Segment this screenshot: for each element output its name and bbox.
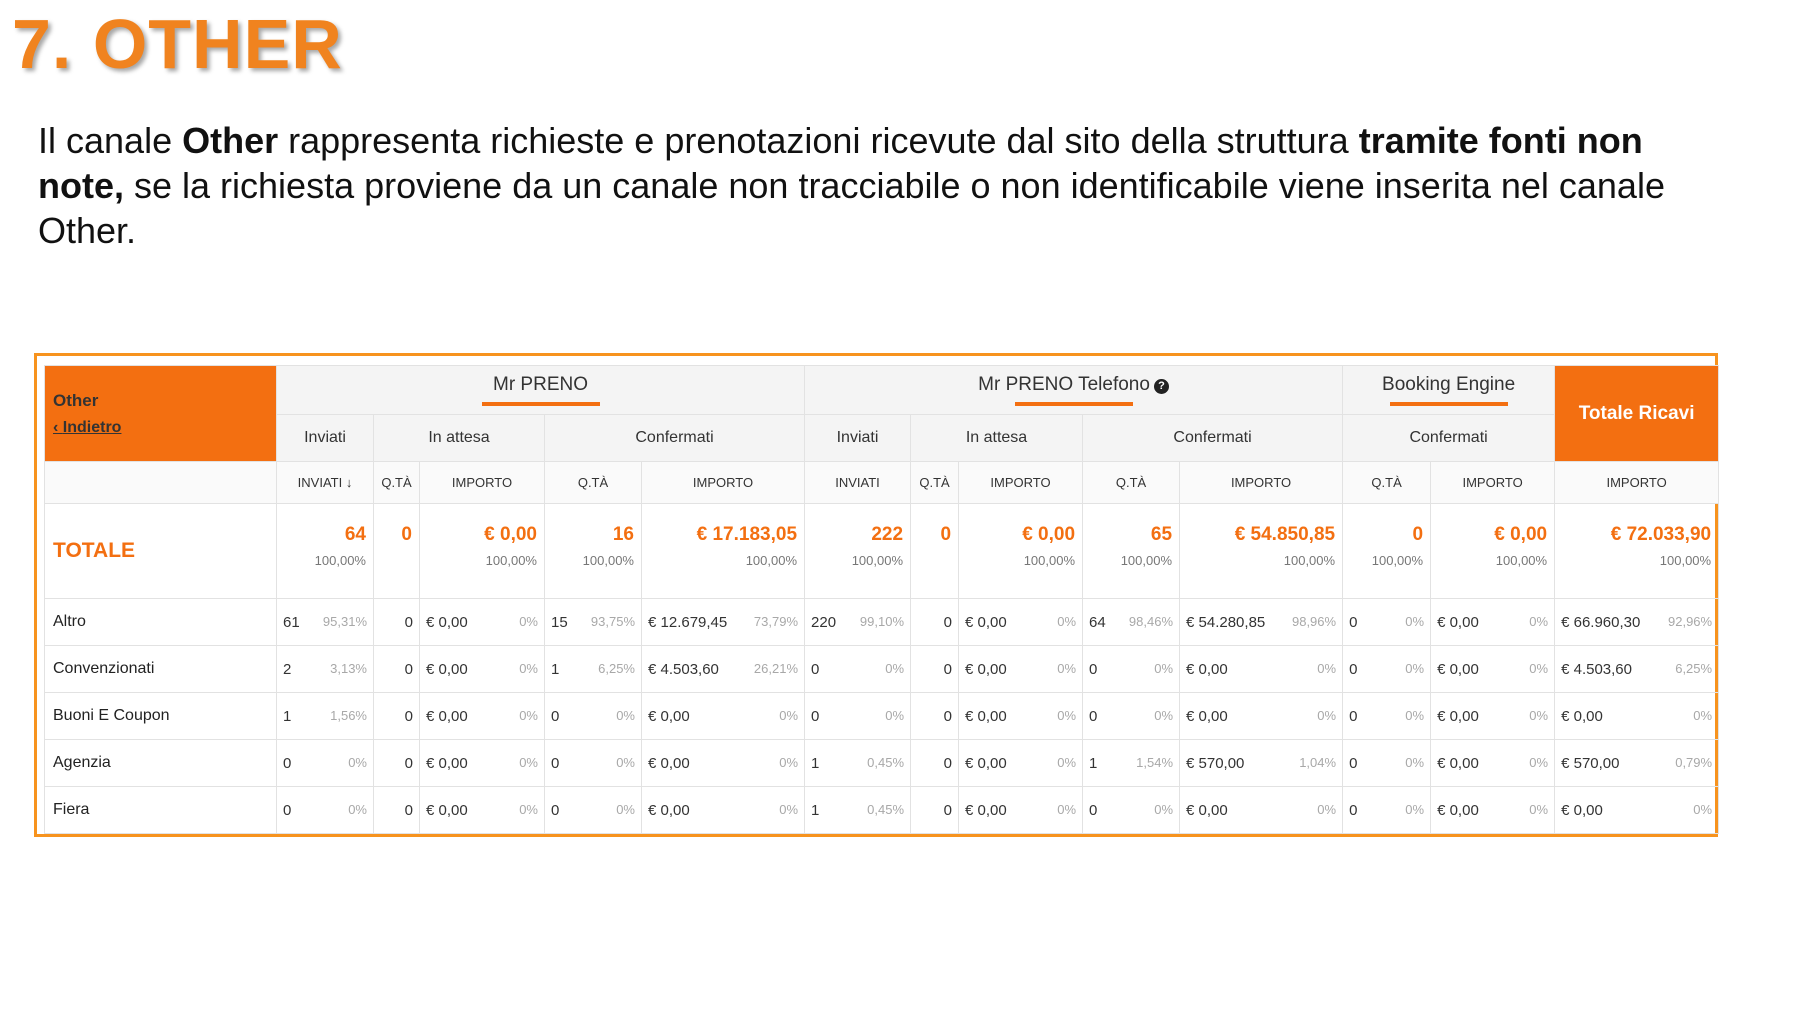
cell-percent: 73,79% [753, 613, 799, 629]
table-cell [805, 693, 911, 740]
cell-value: 61 [283, 613, 300, 631]
column-header-inviati[interactable]: INVIATI ↓ [277, 462, 374, 504]
back-link[interactable] [53, 419, 276, 437]
table-cell [374, 693, 420, 740]
table-cell [1555, 646, 1719, 693]
column-header-qta[interactable]: Q.TÀ [374, 462, 420, 504]
cell-value: € 4.503,60 [648, 660, 719, 678]
cell-value: € 0,00 [1437, 660, 1479, 678]
cell-percent: 1,54% [1136, 754, 1174, 770]
total-cell: 0 [911, 504, 959, 599]
table-cell [277, 693, 374, 740]
cell-value: € 0,00 [1186, 660, 1228, 678]
table-cell [1431, 693, 1555, 740]
total-cell: 64 100,00% [277, 504, 374, 599]
subgroup-in-attesa: In attesa [911, 415, 1083, 462]
table-cell [1083, 646, 1180, 693]
total-cell: € 72.033,90 100,00% [1555, 504, 1719, 599]
table-cell [1180, 740, 1343, 787]
active-underline [1015, 402, 1133, 406]
table-cell [805, 599, 911, 646]
column-header-inviati[interactable]: INVIATI [805, 462, 911, 504]
total-cell: € 0,00 100,00% [1431, 504, 1555, 599]
panel-header [45, 366, 277, 462]
cell-value: 0 [551, 801, 560, 819]
table-row [45, 740, 1719, 787]
table-cell [805, 740, 911, 787]
intro-text-1: Il canale [38, 120, 183, 161]
cell-percent: 0,79% [1675, 754, 1713, 770]
corner-blank [45, 462, 277, 504]
cell-value: € 0,00 [1561, 707, 1603, 725]
cell-percent: 92,96% [1668, 613, 1713, 629]
cell-value: 0 [943, 754, 953, 772]
table-cell [1180, 599, 1343, 646]
table-cell [420, 740, 545, 787]
total-label: TOTALE [45, 504, 277, 599]
column-header-qta[interactable]: Q.TÀ [911, 462, 959, 504]
cell-value: 0 [404, 660, 413, 678]
cell-percent: 0,45% [867, 801, 905, 817]
table-cell [1180, 693, 1343, 740]
cell-percent: 0% [1529, 660, 1549, 676]
column-header-importo[interactable]: IMPORTO [959, 462, 1083, 504]
table-cell [911, 646, 959, 693]
group-booking-engine[interactable] [1343, 366, 1555, 415]
cell-percent: 0% [1529, 707, 1549, 723]
table-cell [420, 646, 545, 693]
column-header-importo[interactable]: IMPORTO [1555, 462, 1719, 504]
table-cell [642, 693, 805, 740]
intro-paragraph [38, 118, 1738, 253]
total-cell: 65 100,00% [1083, 504, 1180, 599]
cell-percent: 0% [1057, 754, 1077, 770]
table-cell [545, 740, 642, 787]
intro-bold-2: tramite fonti non note, [38, 120, 1643, 206]
cell-percent: 0% [1529, 754, 1549, 770]
table-cell [545, 787, 642, 834]
cell-value: € 54.280,85 [1186, 613, 1266, 631]
cell-percent: 0% [1405, 754, 1425, 770]
table-cell [1343, 646, 1431, 693]
slide-title: 7. OTHER [12, 5, 343, 83]
table-cell [959, 787, 1083, 834]
cell-percent: 98,46% [1128, 613, 1174, 629]
cell-value: € 0,00 [1437, 707, 1479, 725]
cell-value: € 570,00 [1561, 754, 1620, 772]
cell-percent: 0% [1405, 613, 1425, 629]
cell-value: € 0,00 [1186, 707, 1228, 725]
cell-value: 0 [551, 707, 560, 725]
cell-value: € 0,00 [426, 613, 468, 631]
table-cell [642, 646, 805, 693]
cell-value: € 0,00 [426, 801, 468, 819]
table-cell [1180, 646, 1343, 693]
cell-value: 0 [404, 801, 413, 819]
total-cell: 0 100,00% [1343, 504, 1431, 599]
cell-percent: 0% [1154, 707, 1174, 723]
cell-value: € 0,00 [1186, 801, 1228, 819]
table-cell [420, 787, 545, 834]
total-revenue-header: Totale Ricavi [1555, 366, 1719, 462]
cell-percent: 0% [348, 754, 367, 770]
cell-percent: 0% [885, 660, 905, 676]
cell-value: 1 [1089, 754, 1098, 772]
intro-text-2: rappresenta richieste e prenotazioni ricevute dal sito della struttura [278, 120, 1359, 161]
cell-percent: 26,21% [753, 660, 799, 676]
cell-value: 0 [811, 707, 820, 725]
cell-percent: 0% [1693, 707, 1713, 723]
table-cell [1083, 740, 1180, 787]
cell-percent: 0% [1317, 801, 1337, 817]
cell-percent: 0% [885, 707, 905, 723]
cell-value: 0 [1349, 707, 1358, 725]
cell-value: 64 [1089, 613, 1106, 631]
table-cell [374, 787, 420, 834]
cell-percent: 0% [616, 707, 635, 723]
cell-value: 0 [1089, 660, 1098, 678]
cell-value: 0 [1349, 801, 1358, 819]
cell-value: 1 [811, 801, 820, 819]
table-cell [1555, 599, 1719, 646]
cell-value: € 0,00 [648, 754, 690, 772]
report-frame [34, 353, 1718, 837]
cell-percent: 0% [1693, 801, 1713, 817]
table-cell [1343, 599, 1431, 646]
cell-percent: 0% [1405, 660, 1425, 676]
table-cell [1555, 693, 1719, 740]
row-label: Agenzia [45, 740, 277, 787]
cell-value: € 0,00 [965, 754, 1007, 772]
cell-value: 0 [1349, 660, 1358, 678]
cell-value: € 4.503,60 [1561, 660, 1632, 678]
cell-value: 0 [283, 754, 292, 772]
cell-percent: 0% [779, 707, 799, 723]
total-row [45, 504, 1719, 599]
cell-value: 0 [1089, 801, 1098, 819]
subgroup-inviati: Inviati [277, 415, 374, 462]
cell-percent: 0% [1057, 801, 1077, 817]
cell-percent: 93,75% [590, 613, 635, 629]
cell-percent: 0% [1154, 660, 1174, 676]
table-cell [911, 599, 959, 646]
cell-percent: 0% [1529, 613, 1549, 629]
table-cell [277, 599, 374, 646]
subgroup-in-attesa: In attesa [374, 415, 545, 462]
panel-title: Other [53, 390, 99, 410]
subgroup-confermati: Confermati [1083, 415, 1343, 462]
cell-percent: 0% [616, 754, 635, 770]
cell-percent: 0% [348, 801, 367, 817]
column-header-qta[interactable]: Q.TÀ [545, 462, 642, 504]
active-underline [482, 402, 600, 406]
cell-value: € 12.679,45 [648, 613, 728, 631]
cell-percent: 0% [519, 660, 538, 676]
cell-percent: 0% [519, 754, 538, 770]
cell-percent: 95,31% [322, 613, 367, 629]
cell-value: 0 [551, 754, 560, 772]
table-cell [1083, 787, 1180, 834]
cell-percent: 6,25% [598, 660, 635, 676]
cell-percent: 0% [1154, 801, 1174, 817]
table-cell [1180, 787, 1343, 834]
table-cell [420, 693, 545, 740]
cell-value: 1 [283, 707, 292, 725]
active-underline [1390, 402, 1508, 406]
cell-value: € 0,00 [965, 707, 1007, 725]
cell-value: 0 [943, 660, 953, 678]
cell-percent: 0,45% [867, 754, 905, 770]
table-cell [642, 740, 805, 787]
table-cell [959, 599, 1083, 646]
cell-percent: 6,25% [1675, 660, 1713, 676]
cell-value: 0 [404, 613, 413, 631]
row-label: Altro [45, 599, 277, 646]
cell-value: € 0,00 [965, 801, 1007, 819]
total-cell: € 17.183,05 100,00% [642, 504, 805, 599]
intro-bold-1: Other [182, 120, 279, 161]
chevron-left-icon: ‹ [53, 418, 63, 436]
cell-value: 1 [811, 754, 820, 772]
cell-value: € 0,00 [426, 660, 468, 678]
cell-value: 0 [404, 754, 413, 772]
group-mr-preno-telefono[interactable] [805, 366, 1343, 415]
cell-value: € 0,00 [1437, 754, 1479, 772]
cell-value: 0 [943, 801, 953, 819]
row-label: Buoni E Coupon [45, 693, 277, 740]
cell-value: 2 [283, 660, 292, 678]
cell-percent: 1,04% [1299, 754, 1337, 770]
table-cell [277, 787, 374, 834]
row-label: Fiera [45, 787, 277, 834]
cell-value: 0 [811, 660, 820, 678]
cell-value: € 0,00 [648, 801, 690, 819]
total-cell: 16 100,00% [545, 504, 642, 599]
cell-percent: 0% [519, 801, 538, 817]
group-mr-preno-telefono-label: Mr PRENO Telefono [978, 374, 1150, 395]
table-row [45, 646, 1719, 693]
table-cell [1431, 599, 1555, 646]
cell-percent: 0% [779, 801, 799, 817]
cell-value: € 0,00 [965, 660, 1007, 678]
table-cell [545, 693, 642, 740]
cell-percent: 0% [519, 613, 538, 629]
channel-report-table [44, 365, 1719, 834]
table-cell [1343, 787, 1431, 834]
column-header-importo[interactable]: IMPORTO [420, 462, 545, 504]
cell-percent: 3,13% [330, 660, 367, 676]
cell-value: 1 [551, 660, 560, 678]
subgroup-confermati: Confermati [1343, 415, 1555, 462]
table-cell [959, 740, 1083, 787]
cell-value: 0 [283, 801, 292, 819]
table-cell [911, 787, 959, 834]
table-cell [277, 740, 374, 787]
table-cell [642, 599, 805, 646]
cell-value: € 0,00 [1437, 801, 1479, 819]
intro-text-3: se la richiesta proviene da un canale non tracciabile o non identificabile viene inserita nel canale Other. [38, 165, 1665, 251]
cell-value: € 0,00 [426, 707, 468, 725]
table-cell [545, 599, 642, 646]
group-mr-preno-label: Mr PRENO [493, 374, 588, 395]
table-cell [374, 646, 420, 693]
cell-value: 0 [943, 613, 953, 631]
column-header-qta[interactable]: Q.TÀ [1343, 462, 1431, 504]
total-cell: 0 [374, 504, 420, 599]
cell-value: € 0,00 [1437, 613, 1479, 631]
cell-percent: 0% [1317, 660, 1337, 676]
row-label: Convenzionati [45, 646, 277, 693]
table-row [45, 599, 1719, 646]
cell-percent: 0% [1405, 707, 1425, 723]
group-mr-preno[interactable] [277, 366, 805, 415]
table-cell [1431, 740, 1555, 787]
cell-value: 0 [1349, 613, 1358, 631]
table-cell [420, 599, 545, 646]
subgroup-inviati: Inviati [805, 415, 911, 462]
table-cell [1555, 740, 1719, 787]
cell-value: € 0,00 [965, 613, 1007, 631]
question-circle-icon[interactable]: ? [1154, 379, 1169, 394]
total-cell: € 0,00 100,00% [420, 504, 545, 599]
column-header-importo[interactable]: IMPORTO [1431, 462, 1555, 504]
table-cell [911, 693, 959, 740]
cell-value: € 0,00 [1561, 801, 1603, 819]
cell-percent: 0% [1405, 801, 1425, 817]
cell-percent: 0% [519, 707, 538, 723]
subgroup-confermati: Confermati [545, 415, 805, 462]
total-cell: € 0,00 100,00% [959, 504, 1083, 599]
cell-value: 0 [1349, 754, 1358, 772]
table-cell [1555, 787, 1719, 834]
cell-value: 0 [943, 707, 953, 725]
table-cell [374, 740, 420, 787]
column-header-importo[interactable]: IMPORTO [642, 462, 805, 504]
table-row [45, 787, 1719, 834]
arrow-down-icon: ↓ [345, 475, 353, 490]
cell-percent: 1,56% [330, 707, 367, 723]
cell-percent: 0% [1057, 613, 1077, 629]
table-cell [959, 693, 1083, 740]
table-row [45, 693, 1719, 740]
back-link-label: Indietro [62, 418, 122, 436]
table-cell [1343, 740, 1431, 787]
total-cell: € 54.850,85 100,00% [1180, 504, 1343, 599]
cell-value: 220 [811, 613, 837, 631]
table-cell [805, 646, 911, 693]
cell-percent: 0% [1317, 707, 1337, 723]
table-cell [805, 787, 911, 834]
table-cell [277, 646, 374, 693]
table-cell [1343, 693, 1431, 740]
cell-value: 0 [1089, 707, 1098, 725]
cell-value: 15 [551, 613, 568, 631]
table-cell [1431, 646, 1555, 693]
table-cell [959, 646, 1083, 693]
table-cell [1431, 787, 1555, 834]
table-cell [911, 740, 959, 787]
table-cell [374, 599, 420, 646]
group-booking-engine-label: Booking Engine [1382, 374, 1516, 395]
cell-value: € 0,00 [426, 754, 468, 772]
table-cell [1083, 599, 1180, 646]
cell-percent: 0% [779, 754, 799, 770]
table-cell [545, 646, 642, 693]
column-header-qta[interactable]: Q.TÀ [1083, 462, 1180, 504]
cell-percent: 0% [616, 801, 635, 817]
column-header-importo[interactable]: IMPORTO [1180, 462, 1343, 504]
cell-percent: 0% [1529, 801, 1549, 817]
cell-percent: 0% [1057, 660, 1077, 676]
total-cell: 222 100,00% [805, 504, 911, 599]
cell-value: € 570,00 [1186, 754, 1245, 772]
cell-percent: 99,10% [859, 613, 905, 629]
cell-value: € 0,00 [648, 707, 690, 725]
cell-value: € 66.960,30 [1561, 613, 1641, 631]
cell-percent: 0% [1057, 707, 1077, 723]
cell-percent: 98,96% [1291, 613, 1337, 629]
table-cell [1083, 693, 1180, 740]
cell-value: 0 [404, 707, 413, 725]
table-cell [642, 787, 805, 834]
